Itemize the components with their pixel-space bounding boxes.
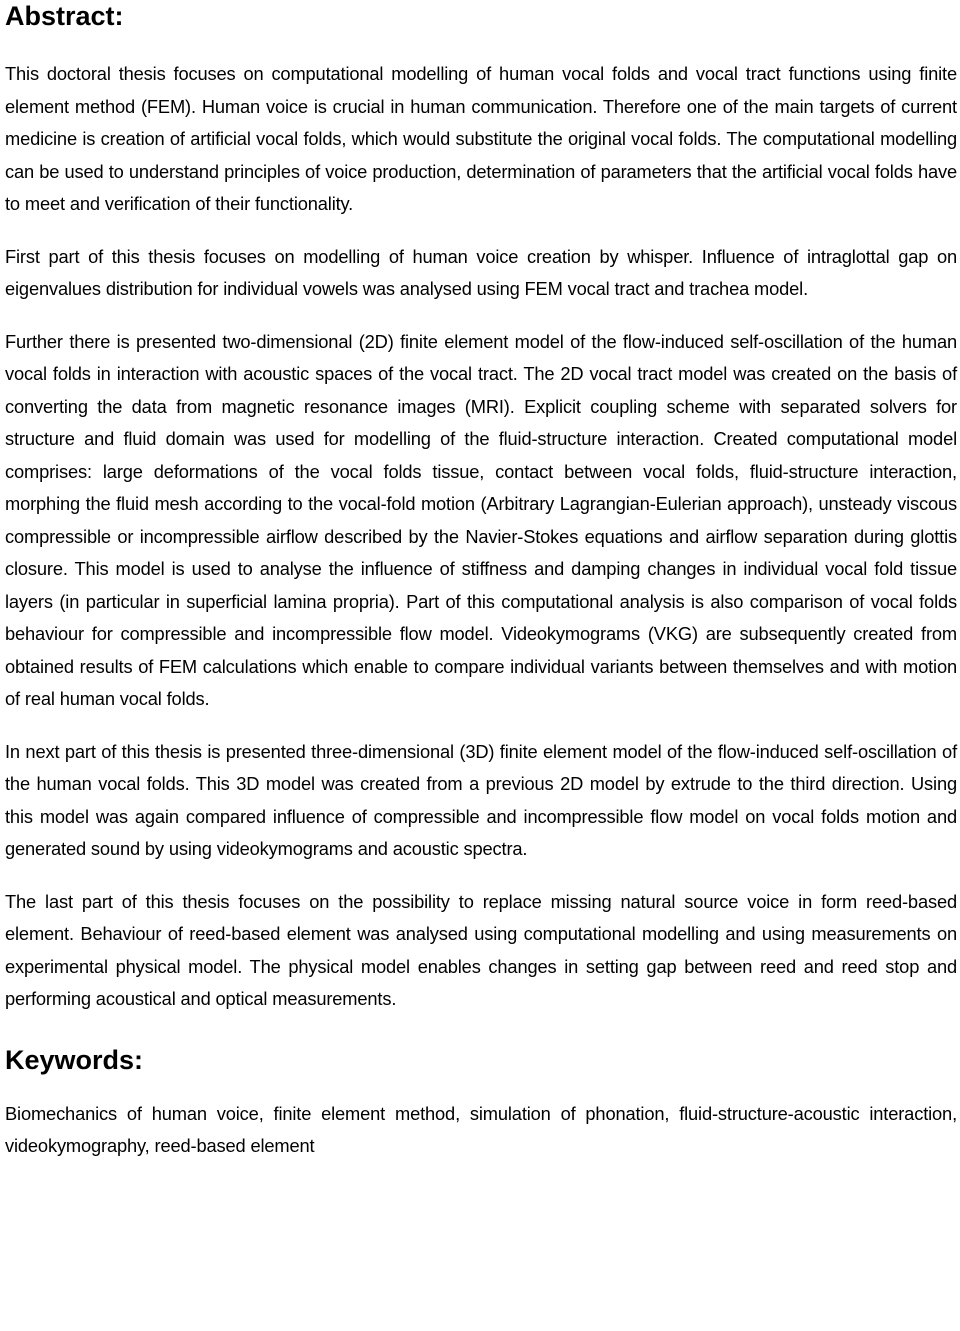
- abstract-paragraph-5: The last part of this thesis focuses on the possibility to replace missing natural source voice in form reed-based element. Behaviour of reed-based element was analysed using computational modelling and using measurements on experimental physical model. The physical model enables changes in setting gap between reed and reed stop and performing acoustical and optical measurements.: [5, 890, 957, 1009]
- abstract-paragraph-2: First part of this thesis focuses on modelling of human voice creation by whisper. Influence of intraglottal gap on eigenvalues distribution for individual vowels was analysed using FEM vocal tract and trachea model.: [5, 245, 957, 299]
- abstract-paragraph-4: In next part of this thesis is presented three-dimensional (3D) finite element model of the flow-induced self-oscillation of the human vocal folds. This 3D model was created from a previous 2D model by extrude to the third direction. Using this model was again compared influence of compressible and incompressible flow model on vocal folds motion and generated sound by using videokymograms and acoustic spectra.: [5, 740, 957, 859]
- document-page: [5, 0, 957, 1163]
- abstract-paragraph-3: Further there is presented two-dimensional (2D) finite element model of the flow-induced self-oscillation of the human vocal folds in interaction with acoustic spaces of the vocal tract. The 2D vocal tract model was created on the basis of converting the data from magnetic resonance images (MRI). Explicit coupling scheme with separated solvers for structure and fluid domain was used for modelling of the fluid-structure interaction. Created computational model comprises: large deformations of the vocal folds tissue, contact between vocal folds, fluid-structure interaction, morphing the fluid mesh according to the vocal-fold motion (Arbitrary Lagrangian-Eulerian approach), unsteady viscous compressible or incompressible airflow described by the Navier-Stokes equations and airflow separation during glottis closure. This model is used to analyse the influence of stiffness and damping changes in individual vocal fold tissue layers (in particular in superficial lamina propria). Part of this computational analysis is also comparison of vocal folds behaviour for compressible and incompressible flow model. Videokymograms (VKG) are subsequently created from obtained results of FEM calculations which enable to compare individual variants between themselves and with motion of real human vocal folds.: [5, 330, 957, 709]
- keywords-heading: Keywords:: [5, 1044, 144, 1075]
- abstract-heading: Abstract:: [5, 1, 124, 31]
- abstract-paragraph-1: This doctoral thesis focuses on computational modelling of human vocal folds and vocal tract functions using finite element method (FEM). Human voice is crucial in human communication. Therefore one of the main targets of current medicine is creation of artificial vocal folds, which would substitute the original vocal folds. The computational modelling can be used to understand principles of voice production, determination of parameters that the artificial vocal folds have to meet and verification of their functionality.: [5, 63, 957, 214]
- keywords-text: Biomechanics of human voice, finite element method, simulation of phonation, fluid-structure-acoustic interaction, videokymography, reed-based element: [5, 1102, 957, 1156]
